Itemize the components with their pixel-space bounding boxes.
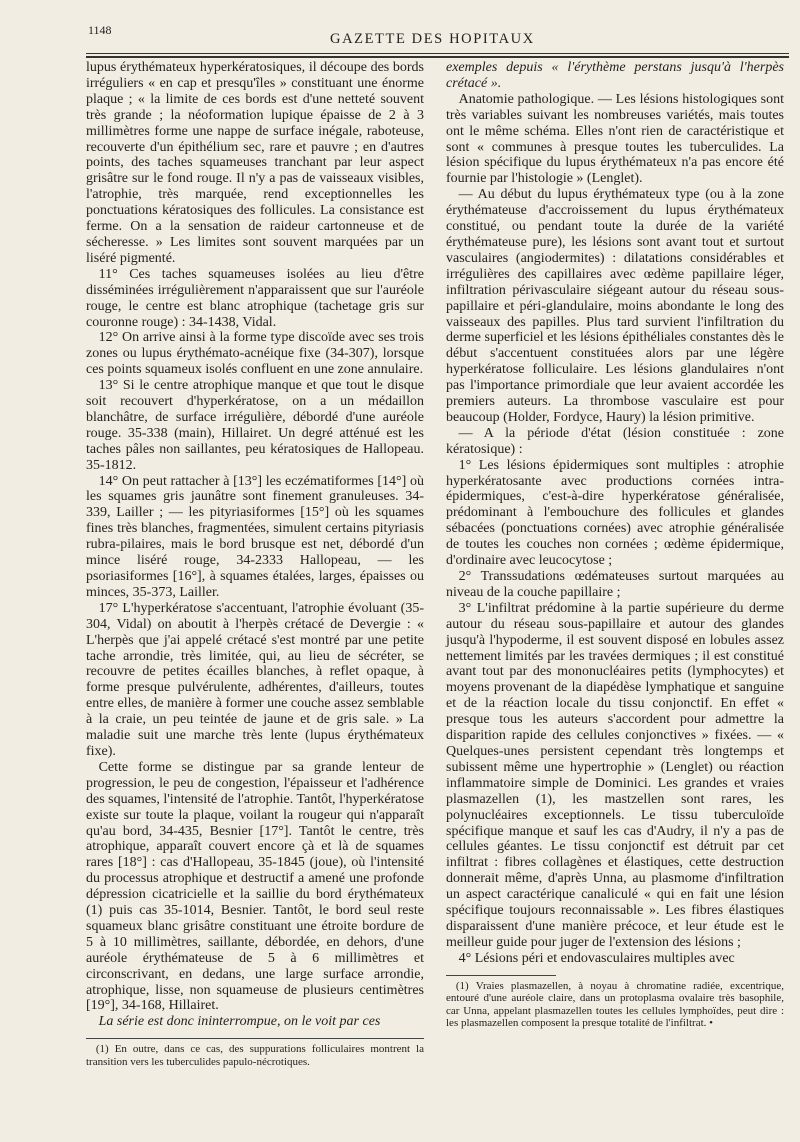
- paragraph: 11° Ces taches squameuses isolées au lieu d'être disséminées irrégulièrement n'apparaissent que sur l'auréole rouge, le centre est blanc atrophique (tachetage gris sur couronne rouge) : 34-1438, Vidal.: [86, 266, 424, 330]
- paragraph: 13° Si le centre atrophique manque et que tout le disque soit recouvert d'hyperkératose, on a un médaillon blanchâtre, de surface irrégulière, débordé d'une auréole rouge. 35-338 (main), Hillairet. Un degré atténué est les taches pâles non saillantes, peu kératosiques de Hallopeau. 35-1812.: [86, 378, 424, 473]
- paragraph: 1° Les lésions épidermiques sont multiples : atrophie hyperkératosante avec productions cornées intra-épidermiques, c'est-à-dire hyperkératose généralisée, prédominant à l'embouchure des follicules et glandes sébacées (ponctuations cornées) avec atrophie généralisée de toutes les couches non cornées ; œdème épidermique, d'ordinaire avec leucocytose ;: [446, 457, 784, 569]
- paragraph: lupus érythémateux hyperkératosiques, il découpe des bords irréguliers « en cap et presqu'îles » constituant une énorme plaque ; « la limite de ces bords est d'une netteté souvent très grande ; la néoformation lupique épaisse de 2 à 3 millimètres forme une nappe de surface inégale, raboteuse, recouverte d'un épithélium sec, rare et pauvre ; en d'autres points, des taches squameuses tranchant par leur aspect grisâtre sur le fond rouge. Il n'y a pas de vaisseaux visibles, l'atrophie, très marquée, rend exceptionnelles les ponctuations kératosiques des follicules. La consistance est ferme. On a la sensation de raideur cartonneuse et de sécheresse. » Les limites sont souvent marquées par un liséré pigmenté.: [86, 60, 424, 266]
- paragraph: 3° L'infiltrat prédomine à la partie supérieure du derme autour du réseau sous-papillaire et autour des glandes jusqu'à l'hypoderme, il est souvent disposé en lobules assez nettement limités par les travées dermiques ; il est constitué avant tout par des mononucléaires petits (lymphocytes) et moyens provenant de la diapédèse lymphatique et sanguine et de la réaction locale du tissu conjonctif. En effet « presque tous les auteurs s'accordent pour admettre la disparition rapide des cellules conjonctives » fixées. — « Quelques-unes persistent cependant très longtemps et subissent même une hypertrophie » (Lenglet) ou réaction inflammatoire simple de Dominici. Les grandes et vraies plasmazellen (1), les mastzellen sont rares, les polynucléaires exceptionnels. Le tissu tuberculoïde spécifique manque et sauf les cas d'Audry, il n'y a pas de cellules géantes. Le tissu conjonctif est détruit par cet infiltrat : fibres collagènes et élastiques, cette destruction donnerait même, d'après Unna, au plasmome d'infiltration un aspect caractérique canaliculé « qui en fait une lésion spécifique toujours reconnaissable ». Les fibres élastiques disparaissent d'une manière précoce, et leur étude est le meilleur guide pour juger de l'extension des lésions ;: [446, 600, 784, 950]
- footnote-rule: [86, 1038, 424, 1039]
- paragraph: 17° L'hyperkératose s'accentuant, l'atrophie évoluant (35-304, Vidal) on aboutit à l'herpès crétacé de Devergie : « L'herpès que j'ai appelé crétacé s'est montré par une petite tache arrondie, très limitée, qui, au lieu de sécréter, se recouvre de petites écailles blanches, à reflet opaque, à forme presque pulvérulente, adhérentes, d'ailleurs, toutes entre elles, de manière à former une couche assez semblable à la craie, un peu teintée de jaune et de gris sale. » La maladie suit une marche très lente (lupus érythémateux fixe).: [86, 600, 424, 759]
- footnote: (1) En outre, dans ce cas, des suppurations folliculaires montrent la transition vers les tuberculides papulo-nécrotiques.: [86, 1043, 424, 1068]
- paragraph: 2° Transsudations œdémateuses surtout marquées au niveau de la couche papillaire ;: [446, 569, 784, 600]
- right-column: [446, 60, 784, 1030]
- paragraph: Cette forme se distingue par sa grande lenteur de progression, le peu de congestion, l'épaisseur et l'adhérence des squames, l'intensité de l'atrophie. Tantôt, l'hyperkératose existe sur toute la plaque, voilant la rougeur qui n'apparaît qu'au bord, 34-435, Besnier [17°]. Tantôt le centre, très atrophique, apparaît couvert encore çà et là de squames rares [18°] : cas d'Hallopeau, 35-1845 (joue), où l'intensité du processus atrophique et destructif a amené une profonde dépression cicatricielle et la saillie du bord érythémateux (1) puis cas 35-1014, Besnier. Tantôt, le bord seul reste squameux blanc grisâtre constituant une étroite bordure de 5 à 10 millimètres, saillante, débordée, en dehors, d'une auréole érythémateuse de 5 à 6 millimètres et circonscrivant, en dedans, une large surface arrondie, atrophique, lisse, non squameuse de plusieurs centimètres [19°], 34-168, Hillairet.: [86, 759, 424, 1014]
- running-title: GAZETTE DES HOPITAUX: [330, 31, 535, 47]
- paragraph: exemples depuis « l'érythème perstans jusqu'à l'herpès crétacé ».: [446, 60, 784, 91]
- page-number: 1148: [88, 23, 112, 37]
- paragraph: La série est donc ininterrompue, on le voit par ces: [98, 1014, 381, 1030]
- left-column: [86, 60, 424, 1068]
- paragraph: Anatomie pathologique. — Les lésions histologiques sont très variables suivant les nombreuses variétés, mais toutes ont le même schéma. Elles n'ont rien de caractéristique et sont « communes à presque toutes les tuberculides. La lésion spécifique du lupus érythémateux n'a pas encore été fournie par l'histologie » (Lenglet).: [446, 91, 784, 187]
- paragraph: 12° On arrive ainsi à la forme type discoïde avec ses trois zones ou lupus érythémato-acnéique fixe (34-307), lorsque ces points squameux isolés confluent en une zone annulaire.: [86, 330, 424, 378]
- paragraph: 4° Lésions péri et endovasculaires multiples avec: [458, 950, 735, 966]
- paragraph: — A la période d'état (lésion constituée : zone kératosique) :: [446, 425, 784, 457]
- paragraph: — Au début du lupus érythémateux type (ou à la zone érythémateuse d'accroissement du lupus érythémateux constitué, ou pendant toute la durée de la variété érythémateuse pure), les lésions sont avant tout et surtout vasculaires (angiodermites) : dilatations considérables et irrégulières des capillaires avec œdème papillaire léger, infiltration périvasculaire siégeant autour du réseau sous-papillaire et péri-glandulaire, moins abondante le long des vaisseaux des papilles. Plus tard survient l'infiltration du derme superficiel et les lésions épithéliales constantes dès le début s'accentuent constituées alors par une légère hyperkératose folliculaire. Les lésions glandulaires n'ont pas l'importance primordiale que leur avaient accordée les premiers auteurs. La thrombose vasculaire est pour beaucoup (Holder, Fordyce, Haury) la lésion primitive.: [446, 187, 784, 425]
- header-rule-double: [86, 56, 789, 58]
- header-rule: [86, 53, 789, 54]
- paragraph: 14° On peut rattacher à [13°] les eczématiformes [14°] où les squames gris jaunâtre sont finement granuleuses. 34-339, Lailler ; — les pityriasiformes [15°] où les squames fines très blanches, fragmentées, simulent certains pityriasis rubra-pilaires, mais le bord brusque est net, débordé d'un mince liséré rouge, 34-2333 Hallopeau, — les psoriasiformes [16°], à squames étalées, larges, épaisses ou minces, 35-373, Lailler.: [86, 473, 424, 600]
- footnote: (1) Vraies plasmazellen, à noyau à chromatine radiée, excentrique, entouré d'une auréole claire, dans un protoplasma ovalaire très basophile, car Unna, appelant plasmazellen toutes les cellules lymphoïdes, peut dire : les plasmazellen composent la presque totalité de l'infiltrat. •: [446, 979, 784, 1030]
- footnote-rule: [446, 975, 556, 976]
